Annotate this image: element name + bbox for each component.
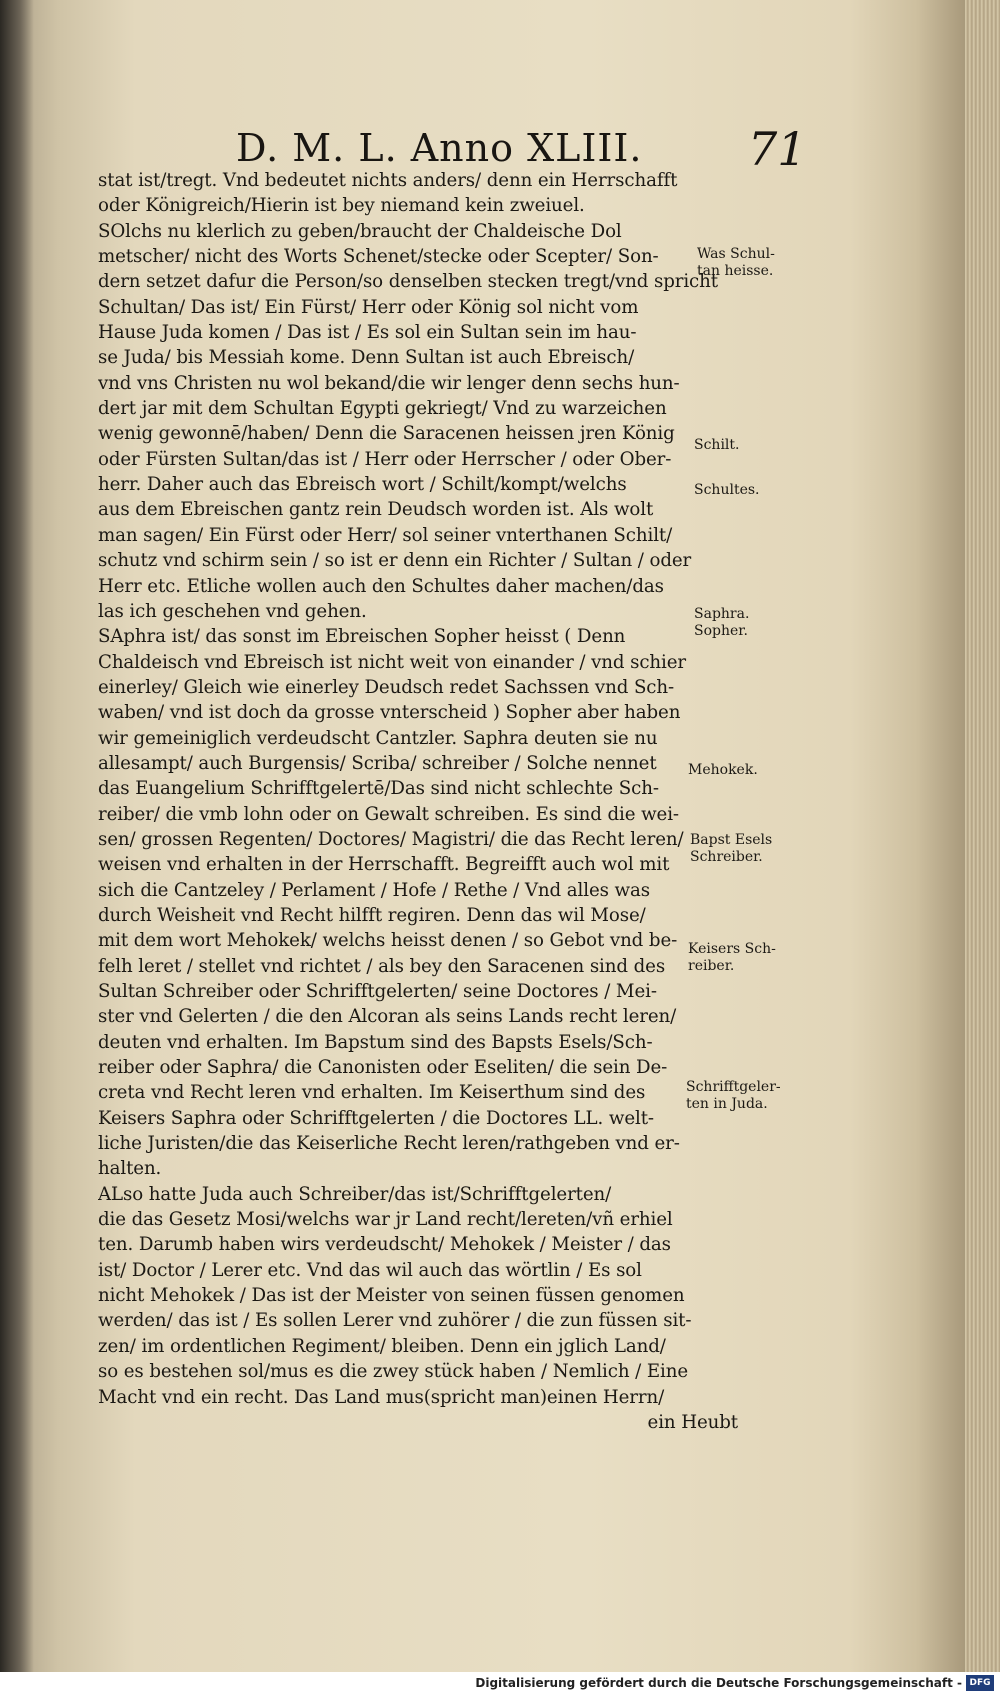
text-line: stat ist/tregt. Vnd bedeutet nichts anders/ denn ein Herrschafft (98, 170, 678, 191)
text-line: reiber oder Saphra/ die Canonisten oder Eseliten/ die sein De- (98, 1057, 668, 1079)
running-title: D. M. L. Anno XLIII. (236, 126, 643, 170)
margin-note-line: Sopher. (694, 623, 748, 639)
text-line: oder Königreich/Hierin ist bey niemand kein zweiuel. (98, 195, 585, 217)
dfg-logo-icon: DFG (966, 1675, 994, 1691)
text-line: Hause Juda komen / Das ist / Es sol ein Sultan sein im hau- (98, 322, 637, 344)
footer-credit: Digitalisierung gefördert durch die Deutsche Forschungsgemeinschaft - (475, 1676, 962, 1690)
margin-note-bapst (690, 832, 772, 866)
book-page-edges (965, 0, 1000, 1672)
text-line: nicht Mehokek / Das ist der Meister von seinen füssen genomen (98, 1285, 685, 1307)
text-line: schutz vnd schirm sein / so ist er denn ein Richter / Sultan / oder (98, 550, 692, 572)
text-line: sich die Cantzeley / Perlament / Hofe / Rethe / Vnd alles was (98, 879, 650, 901)
margin-note-mehokek (688, 762, 758, 779)
text-line: metscher/ nicht des Worts Schenet/stecke oder Scepter/ Son- (98, 246, 659, 268)
margin-note-line: Schreiber. (690, 849, 763, 865)
digitization-footer (0, 1672, 1000, 1696)
text-line: ten. Darumb haben wirs verdeudscht/ Mehokek / Meister / das (98, 1234, 671, 1256)
margin-note-schultes (694, 482, 760, 499)
text-line: Sultan Schreiber oder Schrifftgelerten/ seine Doctores / Mei- (98, 981, 657, 1002)
margin-note-line: Bapst Esels (690, 832, 773, 848)
margin-note-line: Schrifftgeler- (686, 1079, 781, 1095)
text-line: Keisers Saphra oder Schrifftgelerten / die Doctores LL. welt- (98, 1107, 654, 1129)
margin-note-line: Schultes. (694, 482, 760, 498)
text-line: Chaldeisch vnd Ebreisch ist nicht weit von einander / vnd schier (98, 651, 687, 673)
text-line: man sagen/ Ein Fürst oder Herr/ sol seiner vnterthanen Schilt/ (98, 524, 673, 546)
margin-note-was-schultan (697, 246, 775, 280)
margin-note-line: Mehokek. (688, 762, 758, 778)
margin-note-schrifftgelerten (686, 1079, 781, 1113)
margin-note-keisers (688, 941, 776, 975)
text-line: die das Gesetz Mosi/welchs war jr Land recht/lereten/vñ erhiel (98, 1209, 673, 1231)
text-line: deuten vnd erhalten. Im Bapstum sind des Bapsts Esels/Sch- (98, 1031, 653, 1053)
text-line: ein Heubt (647, 1411, 738, 1433)
text-line: zen/ im ordentlichen Regiment/ bleiben. Denn ein jglich Land/ (98, 1335, 666, 1357)
text-line: halten. (98, 1158, 162, 1180)
margin-note-line: Schilt. (694, 437, 740, 453)
text-line: vnd vns Christen nu wol bekand/die wir lenger denn sechs hun- (98, 372, 680, 394)
text-line: ist/ Doctor / Lerer etc. Vnd das wil auch das wörtlin / Es sol (98, 1259, 642, 1281)
margin-note-line: Saphra. (694, 606, 750, 622)
text-line: werden/ das ist / Es sollen Lerer vnd zuhörer / die zun füssen sit- (98, 1310, 692, 1332)
book-gutter-shadow (0, 0, 34, 1672)
margin-note-schilt (694, 437, 739, 454)
text-line: wenig gewonnē/haben/ Denn die Saracenen heissen jren König (98, 423, 675, 445)
text-line: reiber/ die vmb lohn oder on Gewalt schreiben. Es sind die wei- (98, 803, 679, 825)
text-line: ALso hatte Juda auch Schreiber/das ist/Schrifftgelerten/ (98, 1183, 612, 1205)
text-line: dern setzet dafur die Person/so denselben stecken tregt/vnd spricht (98, 271, 718, 293)
text-line: das Euangelium Schrifftgelertē/Das sind nicht schlechte Sch- (98, 778, 659, 800)
margin-note-line: reiber. (688, 958, 735, 974)
text-line: SAphra ist/ das sonst im Ebreischen Sopher heisst ( Denn (98, 626, 626, 648)
text-line: aus dem Ebreischen gantz rein Deudsch worden ist. Als wolt (98, 499, 654, 521)
text-line: waben/ vnd ist doch da grosse vnterscheid ) Sopher aber haben (98, 702, 681, 724)
text-line: ster vnd Gelerten / die den Alcoran als seins Lands recht leren/ (98, 1006, 677, 1028)
text-line: weisen vnd erhalten in der Herrschafft. Begreifft auch wol mit (98, 854, 670, 876)
text-line: mit dem wort Mehokek/ welchs heisst denen / so Gebot vnd be- (98, 930, 678, 952)
text-line: las ich geschehen vnd gehen. (98, 600, 367, 622)
text-line: durch Weisheit vnd Recht hilfft regiren. Denn das wil Mose/ (98, 904, 646, 926)
text-line: SOlchs nu klerlich zu geben/braucht der Chaldeische Dol (98, 220, 622, 242)
text-line: oder Fürsten Sultan/das ist / Herr oder Herrscher / oder Ober- (98, 448, 672, 470)
margin-note-line: ten in Juda. (686, 1096, 768, 1112)
text-line: dert jar mit dem Schultan Egypti gekriegt/ Vnd zu warzeichen (98, 398, 667, 420)
text-line: sen/ grossen Regenten/ Doctores/ Magistri/ die das Recht leren/ (98, 828, 684, 850)
text-line: se Juda/ bis Messiah kome. Denn Sultan ist auch Ebreisch/ (98, 347, 635, 369)
margin-note-line: tan heisse. (697, 263, 774, 279)
margin-note-line: Was Schul- (697, 246, 775, 262)
text-line: wir gemeiniglich verdeudscht Cantzler. Saphra deuten sie nu (98, 727, 658, 749)
text-line: herr. Daher auch das Ebreisch wort / Schilt/kompt/welchs (98, 474, 627, 496)
text-line: liche Juristen/die das Keiserliche Recht leren/rathgeben vnd er- (98, 1133, 680, 1155)
text-line: Herr etc. Etliche wollen auch den Schultes daher machen/das (98, 575, 664, 597)
text-line: Schultan/ Das ist/ Ein Fürst/ Herr oder König sol nicht vom (98, 296, 639, 318)
text-line: so es bestehen sol/mus es die zwey stück haben / Nemlich / Eine (98, 1361, 689, 1383)
margin-note-line: Keisers Sch- (688, 941, 776, 957)
text-line: allesampt/ auch Burgensis/ Scriba/ schreiber / Solche nennet (98, 752, 657, 774)
text-line: Macht vnd ein recht. Das Land mus(spricht man)einen Herrn/ (98, 1386, 665, 1408)
margin-note-saphra (694, 606, 749, 640)
text-line: einerley/ Gleich wie einerley Deudsch redet Sachssen vnd Sch- (98, 676, 675, 698)
page-number: 71 (748, 122, 807, 176)
text-line: felh leret / stellet vnd richtet / als bey den Saracenen sind des (98, 955, 666, 977)
page-body-text (98, 168, 738, 1435)
text-line: creta vnd Recht leren vnd erhalten. Im Keiserthum sind des (98, 1082, 646, 1104)
